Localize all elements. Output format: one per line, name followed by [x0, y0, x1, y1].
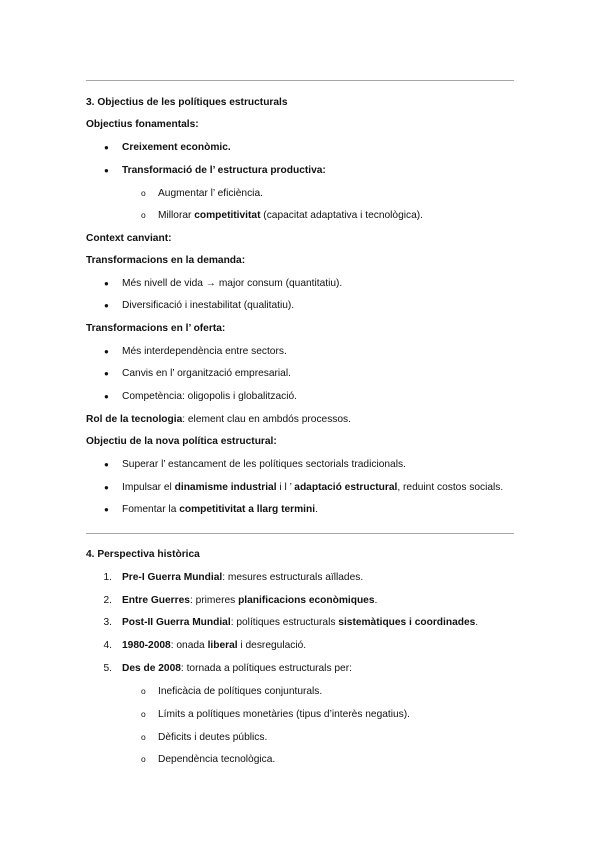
list-item: Creixement econòmic.	[122, 142, 231, 153]
section-heading: 3. Objectius de les polítiques estructurals	[86, 97, 288, 108]
text: .	[374, 595, 378, 606]
list-number: 3.	[103, 617, 112, 628]
subheading: Transformacions en la demanda:	[86, 255, 246, 266]
section-heading: 4. Perspectiva històrica	[86, 549, 200, 560]
text: i l ’	[276, 482, 295, 493]
sub-list-item	[158, 209, 423, 222]
bold-text: planificacions econòmiques	[238, 595, 375, 606]
bold-text: 1980-2008	[122, 640, 171, 651]
text: , reduint costos socials.	[397, 482, 504, 493]
bold-text: Des de 2008	[122, 663, 181, 674]
list-item: Més interdependència entre sectors.	[122, 346, 287, 357]
text: : mesures estructurals aïllades.	[222, 572, 364, 583]
bullet-icon: ●	[104, 505, 109, 514]
text: : primeres	[189, 595, 239, 606]
list-item: Transformació de l’ estructura productiva:	[122, 165, 326, 176]
circle-bullet-icon: o	[141, 754, 146, 764]
bold-text: Rol de la tecnologia	[86, 414, 183, 425]
paragraph	[86, 413, 351, 426]
bullet-icon: ●	[104, 460, 109, 469]
horizontal-rule	[86, 80, 514, 81]
list-item: Competència: oligopolis i globalització.	[122, 391, 297, 402]
sub-list-item: Dèficits i deutes públics.	[158, 732, 268, 743]
circle-bullet-icon: o	[141, 210, 146, 220]
bullet-icon: ●	[104, 392, 109, 401]
text: .	[475, 617, 479, 628]
horizontal-rule	[86, 533, 514, 534]
bullet-icon: ●	[104, 143, 109, 152]
list-item: Diversificació i inestabilitat (qualitatiu).	[122, 300, 295, 311]
sub-list-item: Ineficàcia de polítiques conjunturals.	[158, 686, 323, 697]
numbered-item	[122, 571, 363, 584]
bold-text: Post-II Guerra Mundial	[122, 617, 231, 628]
list-number: 2.	[103, 595, 112, 606]
bold-text: Entre Guerres	[122, 595, 190, 606]
bold-text: dinamisme industrial	[174, 482, 277, 493]
subheading: Context canviant:	[86, 233, 172, 244]
bold-text: liberal	[207, 640, 238, 651]
bullet-icon: ●	[104, 301, 109, 310]
bold-text: competitivitat	[194, 210, 261, 221]
text: i desregulació.	[237, 640, 307, 651]
subheading: Objectiu de la nova política estructural:	[86, 436, 277, 447]
circle-bullet-icon: o	[141, 188, 146, 198]
sub-list-item: Dependència tecnològica.	[158, 754, 276, 765]
text: : element clau en ambdós processos.	[182, 414, 351, 425]
bold-text: competitivitat a llarg termini	[179, 504, 316, 515]
circle-bullet-icon: o	[141, 732, 146, 742]
bullet-icon: ●	[104, 166, 109, 175]
text: Fomentar la	[122, 504, 180, 515]
text: (capacitat adaptativa i tecnològica).	[260, 210, 423, 221]
numbered-item	[122, 616, 478, 629]
list-item	[122, 481, 503, 494]
text: .	[315, 504, 318, 515]
list-item: Més nivell de vida → major consum (quantitatiu).	[122, 278, 343, 289]
text: : onada	[170, 640, 208, 651]
bold-text: adaptació estructural	[294, 482, 398, 493]
bullet-icon: ●	[104, 279, 109, 288]
numbered-item	[122, 594, 377, 607]
text: : tornada a polítiques estructurals per:	[180, 663, 352, 674]
list-number: 1.	[103, 572, 112, 583]
numbered-item	[122, 639, 306, 652]
text: Impulsar el	[122, 482, 175, 493]
bullet-icon: ●	[104, 347, 109, 356]
subheading: Objectius fonamentals:	[86, 119, 199, 130]
bullet-icon: ●	[104, 369, 109, 378]
circle-bullet-icon: o	[141, 686, 146, 696]
subheading: Transformacions en l’ oferta:	[86, 323, 226, 334]
numbered-item	[122, 662, 352, 675]
list-item: Superar l’ estancament de les polítiques sectorials tradicionals.	[122, 459, 406, 470]
list-item: Canvis en l’ organització empresarial.	[122, 368, 291, 379]
sub-list-item: Augmentar l’ eficiència.	[158, 188, 263, 199]
circle-bullet-icon: o	[141, 709, 146, 719]
sub-list-item: Límits a polítiques monetàries (tipus d’interès negatius).	[158, 709, 410, 720]
list-number: 4.	[103, 640, 112, 651]
text: : polítiques estructurals	[230, 617, 339, 628]
bold-text: Pre-I Guerra Mundial	[122, 572, 223, 583]
list-item	[122, 503, 318, 516]
bold-text: sistemàtiques i coordinades	[338, 617, 476, 628]
text: Millorar	[158, 210, 195, 221]
list-number: 5.	[103, 663, 112, 674]
bullet-icon: ●	[104, 483, 109, 492]
